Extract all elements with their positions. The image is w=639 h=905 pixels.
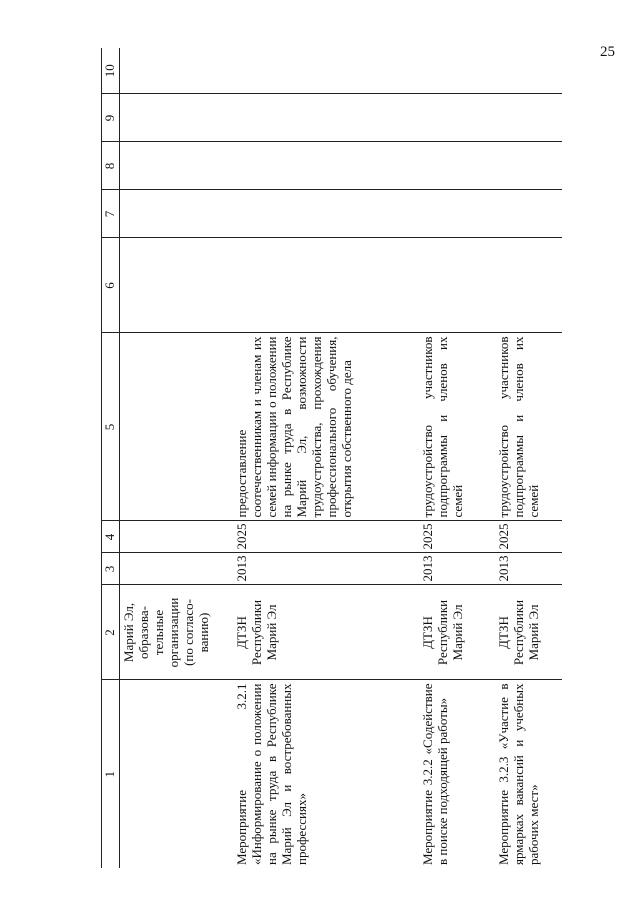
column-number: 6 xyxy=(102,238,120,333)
column-number: 8 xyxy=(102,142,120,190)
table-row xyxy=(416,48,492,868)
column-number: 3 xyxy=(102,553,120,585)
column-number: 10 xyxy=(102,48,120,94)
end-year-cell: 2025 xyxy=(230,521,416,553)
result-cell: предоставление соотечественникам и членам их семей информации о положении на рынке труда в Республике Марий Эл, возможности трудоустройства, прохождения профессионального обучения, открытия собственного дела xyxy=(230,333,416,521)
executor-cell: ДТЗН Республики Марий Эл xyxy=(492,585,562,680)
program-table-wrapper xyxy=(101,48,541,868)
column-number: 5 xyxy=(102,333,120,521)
continuation-row xyxy=(120,48,230,868)
executor-cell: Марий Эл, образова-тельные организации (по согласо-ванию) xyxy=(120,585,230,680)
table-row xyxy=(230,48,416,868)
table-row xyxy=(492,48,562,868)
start-year-cell: 2013 xyxy=(230,553,416,585)
end-year-cell: 2025 xyxy=(492,521,562,553)
column-number-row xyxy=(102,48,120,868)
executor-cell: ДТЗН Республики Марий Эл xyxy=(416,585,492,680)
program-measures-table xyxy=(101,48,562,868)
column-number: 7 xyxy=(102,190,120,238)
column-number: 2 xyxy=(102,585,120,680)
column-number: 1 xyxy=(102,680,120,868)
end-year-cell: 2025 xyxy=(416,521,492,553)
measure-cell: Мероприятие 3.2.2 «Содействие в поиске подходящей работы» xyxy=(419,683,450,865)
measure-cell: Мероприятие 3.2.1 «Информирование о положении на рынке труда в Республике Марий Эл и востребованных профессиях» xyxy=(233,683,309,865)
page-number: 25 xyxy=(600,44,615,60)
start-year-cell: 2013 xyxy=(416,553,492,585)
column-number: 4 xyxy=(102,521,120,553)
column-number: 9 xyxy=(102,94,120,142)
start-year-cell: 2013 xyxy=(492,553,562,585)
executor-cell: ДТЗН Республики Марий Эл xyxy=(230,585,416,680)
result-cell: трудоустройство участников подпрограммы и членов их семей xyxy=(492,333,562,521)
measure-cell: Мероприятие 3.2.3 «Участие в ярмарках вакансий и учебных рабочих мест» xyxy=(495,683,541,865)
result-cell: трудоустройство участников подпрограммы и членов их семей xyxy=(416,333,492,521)
